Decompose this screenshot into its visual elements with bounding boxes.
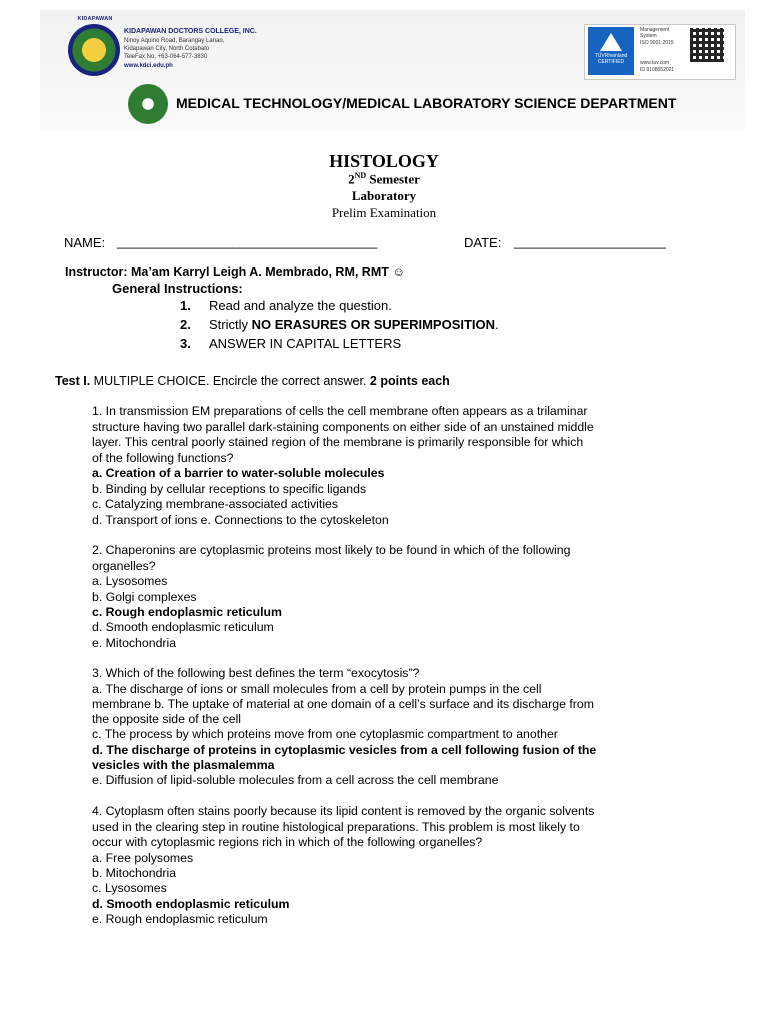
cert-line-4: www.tuv.com (640, 60, 670, 66)
answer-option: d. Transport of ions e. Connections to the cytoskeleton (92, 512, 389, 527)
name-label: NAME: (64, 235, 106, 250)
exam-semester: 2ND Semester (348, 171, 420, 187)
tuv-certified: CERTIFIED (597, 59, 625, 65)
exam-type: Laboratory (351, 188, 417, 203)
date-field[interactable]: _____________________ (514, 234, 666, 249)
question-line: 2. Chaperonins are cytoplasmic proteins most likely to be found in which of the following (92, 543, 571, 557)
question-line: layer. This central poorly stained region of the membrane is primarily responsible for which (92, 435, 584, 449)
answer-option: the opposite side of the cell (92, 712, 242, 726)
answer-option: vesicles with the plasmalemma (92, 758, 275, 772)
answer-option: a. Free polysomes (92, 850, 194, 865)
question-line: occur with cytoplasmic regions rich in which of the following organelles? (92, 835, 483, 849)
tuv-certification-logo (588, 27, 634, 75)
answer-option: a. Lysosomes (92, 574, 168, 588)
question-line: of the following functions? (92, 450, 234, 465)
answer-option: a. Creation of a barrier to water-soluble molecules (92, 466, 385, 480)
cert-line-3: ISO 9001:2015 (640, 40, 674, 46)
college-address-2: Kidapawan City, North Cotabato (124, 46, 210, 52)
answer-option: d. Smooth endoplasmic reticulum (92, 620, 274, 634)
question-line: organelles? (92, 558, 156, 573)
tuv-mark: TÜVRheinland (594, 53, 628, 59)
question-line: 1. In transmission EM preparations of cells the cell membrane often appears as a trilaminar (92, 404, 588, 418)
cert-line-5: ID 9108652021 (640, 67, 675, 73)
answer-option: b. Mitochondria (92, 866, 177, 880)
answer-option: d. The discharge of proteins in cytoplasmic vesicles from a cell following fusion of the (92, 742, 597, 757)
test-heading: Test I. MULTIPLE CHOICE. Encircle the correct answer. 2 points each (55, 374, 450, 388)
instruction-number: 1. (180, 298, 191, 313)
answer-option: d. Smooth endoplasmic reticulum (92, 896, 290, 911)
exam-subject: HISTOLOGY (329, 151, 439, 171)
instruction-item: ANSWER IN CAPITAL LETTERS (209, 336, 402, 351)
question-line: structure having two parallel dark-staining components on either side of an unstained middle (92, 419, 594, 434)
answer-option: e. Mitochondria (92, 635, 177, 650)
cert-line-2: System (640, 33, 657, 39)
instruction-item: Read and analyze the question. (209, 298, 392, 313)
answer-option: b. Golgi complexes (92, 589, 197, 604)
question-line: used in the clearing step in routine histological preparations. This problem is most likely to (92, 819, 580, 834)
college-telefax: TeleFax No. +63-064-577-3830 (124, 54, 208, 60)
answer-option: c. The process by which proteins move from one cytoplasmic compartment to another (92, 727, 558, 741)
college-address-1: Ninoy Aquino Road, Barangay Lanao, (124, 38, 225, 44)
answer-option: e. Diffusion of lipid-soluble molecules from a cell across the cell membrane (92, 773, 499, 787)
college-website: www.kdci.edu.ph (124, 63, 173, 69)
department-title: MEDICAL TECHNOLOGY/MEDICAL LABORATORY SCIENCE DEPARTMENT (176, 95, 677, 111)
cert-line-1: Management (640, 27, 670, 33)
answer-option: e. Rough endoplasmic reticulum (92, 912, 268, 926)
answer-option: b. Binding by cellular receptions to specific ligands (92, 481, 367, 496)
department-logo (128, 84, 168, 124)
instructor-line: Instructor: Ma’am Karryl Leigh A. Membrado, RM, RMT ☺ (65, 265, 406, 279)
college-name: KIDAPAWAN DOCTORS COLLEGE, INC. (124, 28, 257, 35)
answer-option: c. Lysosomes (92, 881, 167, 895)
name-field[interactable]: ____________________________________ (117, 234, 378, 249)
tuv-triangle-icon (600, 33, 622, 51)
answer-option: c. Rough endoplasmic reticulum (92, 605, 282, 619)
seal-text: KIDAPAWAN (77, 16, 113, 22)
date-label: DATE: (464, 235, 502, 250)
question-line: 3. Which of the following best defines the term “exocytosis”? (92, 666, 420, 680)
college-seal-logo (68, 24, 120, 76)
question-line: 4. Cytoplasm often stains poorly because its lipid content is removed by the organic solvents (92, 804, 595, 818)
answer-option: c. Catalyzing membrane-associated activities (92, 497, 339, 511)
instruction-number: 2. (180, 317, 191, 332)
exam-name: Prelim Examination (331, 205, 437, 220)
qr-code-icon (690, 28, 724, 62)
instruction-item: Strictly NO ERASURES OR SUPERIMPOSITION. (209, 317, 499, 332)
instruction-number: 3. (180, 336, 191, 351)
answer-option: a. The discharge of ions or small molecules from a cell by protein pumps in the cell (92, 681, 542, 696)
general-instructions-heading: General Instructions: (112, 281, 243, 296)
answer-option: membrane b. The uptake of material at one domain of a cell’s surface and its discharge from (92, 697, 594, 711)
